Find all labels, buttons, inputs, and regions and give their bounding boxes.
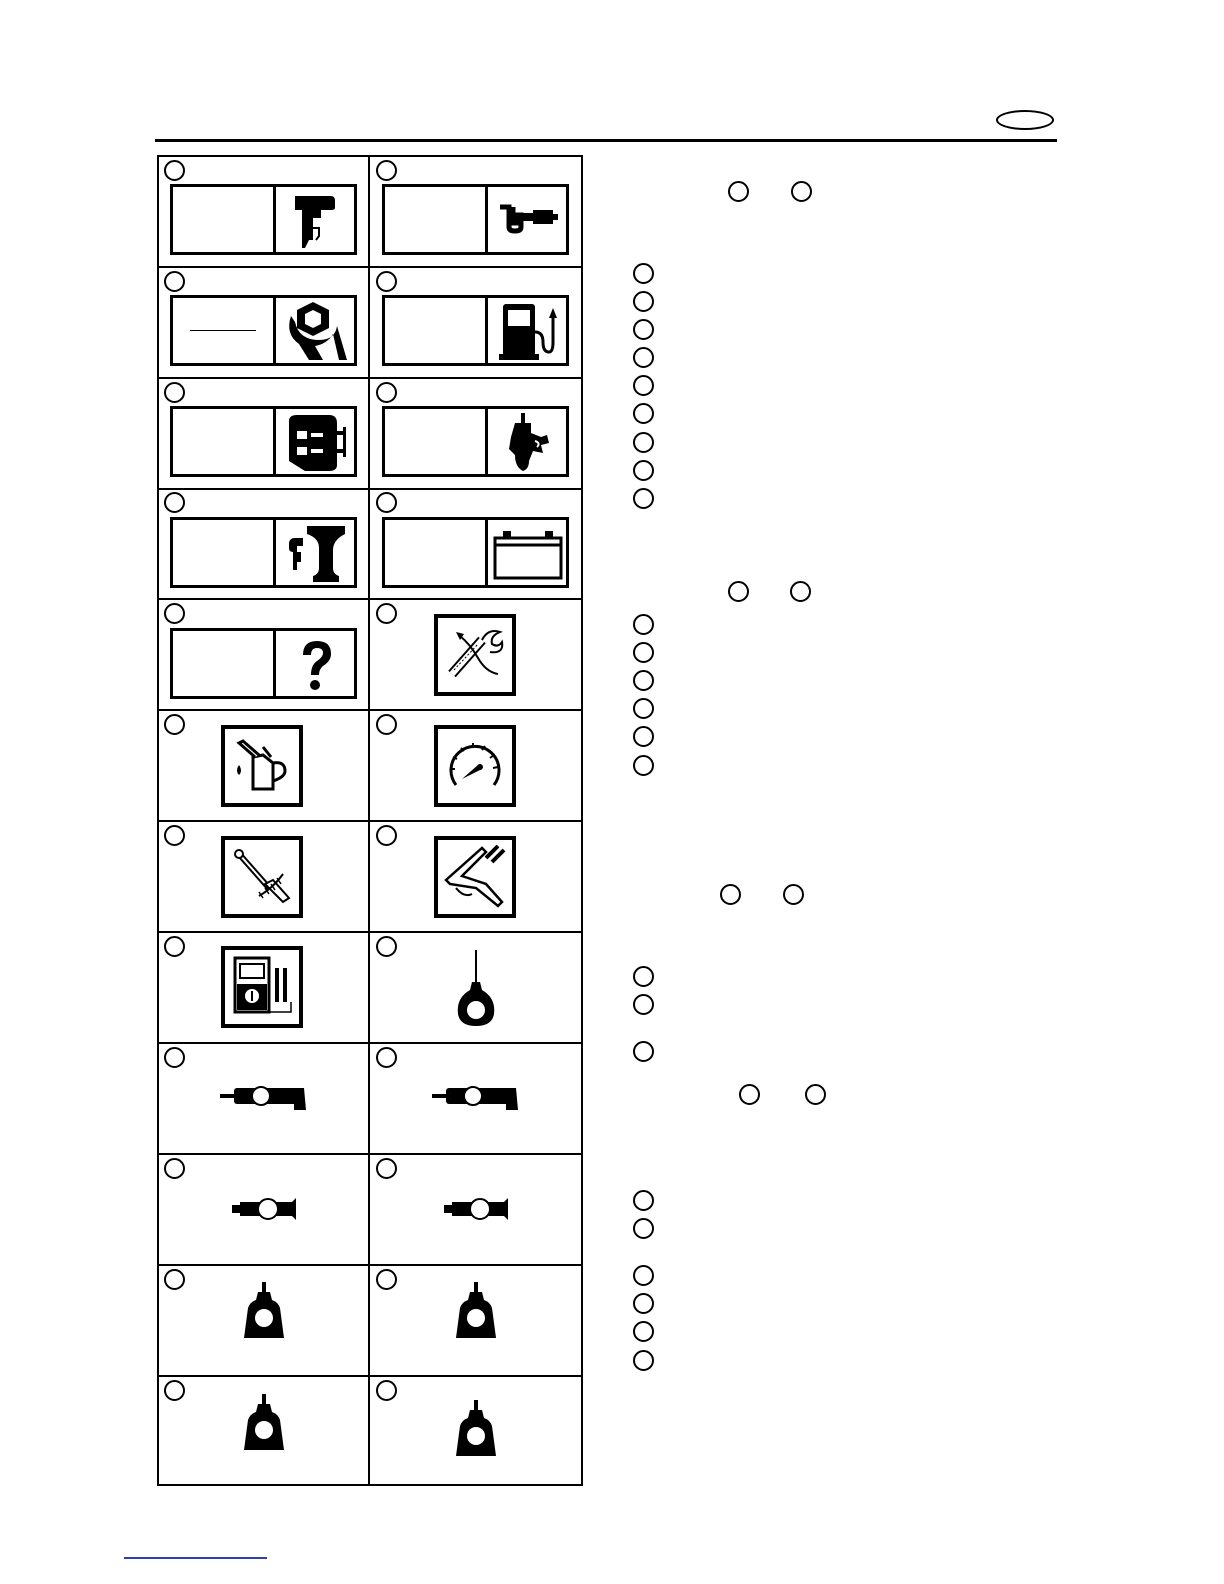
sealant-bottle-icon <box>242 1282 286 1340</box>
cell-ref-marker <box>376 492 397 513</box>
legend-item-marker <box>633 726 654 747</box>
legend-item-marker <box>633 1350 654 1371</box>
grid-row-divider <box>157 1042 583 1044</box>
cell-ref-marker <box>376 714 397 735</box>
legend-item-marker <box>633 347 654 368</box>
power-unit-icon <box>283 413 349 475</box>
battery-icon <box>493 530 563 580</box>
legend-item-marker <box>633 460 654 481</box>
cell-ref-marker <box>376 160 397 181</box>
grease-gun-icon <box>220 1082 308 1112</box>
grid-row-divider <box>157 709 583 711</box>
torque-wrench-icon <box>229 844 295 910</box>
blank-value-line <box>190 330 256 331</box>
cell-ref-marker <box>164 603 185 624</box>
cell-ref-marker <box>376 1158 397 1179</box>
cell-ref-marker <box>376 936 397 957</box>
footer-link-underline[interactable] <box>124 1557 267 1559</box>
symbol-frame <box>221 725 303 807</box>
legend-range-marker <box>728 181 749 202</box>
sealant-bottle-icon <box>242 1394 286 1452</box>
grid-row-divider <box>157 598 583 600</box>
multimeter-icon <box>229 954 295 1020</box>
wrench-nut-icon <box>283 300 349 362</box>
legend-item-marker <box>633 488 654 509</box>
grid-row-divider <box>157 1375 583 1377</box>
symbol-label-box <box>170 295 357 366</box>
legend-item-marker <box>633 966 654 987</box>
symbol-frame <box>434 836 516 918</box>
cell-ref-marker <box>376 1269 397 1290</box>
symbol-label-box <box>170 517 357 588</box>
cell-ref-marker <box>164 936 185 957</box>
legend-item-marker <box>633 403 654 424</box>
legend-item-marker <box>633 698 654 719</box>
cell-ref-marker <box>164 492 185 513</box>
legend-item-marker <box>633 291 654 312</box>
legend-item-marker <box>633 994 654 1015</box>
oil-bottle-icon <box>454 948 498 1028</box>
grid-row-divider <box>157 1264 583 1266</box>
symbol-label-box <box>170 628 357 699</box>
sealant-bottle-icon <box>454 1282 498 1340</box>
cell-ref-marker <box>164 382 185 403</box>
grid-row-divider <box>157 931 583 933</box>
cell-ref-marker <box>164 271 185 292</box>
symbol-label-box <box>170 406 357 477</box>
header-rule <box>155 139 1057 142</box>
legend-range-marker <box>739 1084 760 1105</box>
symbol-frame <box>434 614 516 696</box>
gauge-icon <box>442 733 508 799</box>
cell-ref-marker <box>164 714 185 735</box>
legend-item-marker <box>633 614 654 635</box>
legend-range-marker <box>805 1084 826 1105</box>
cell-ref-marker <box>164 160 185 181</box>
legend-range-marker <box>783 884 804 905</box>
legend-item-marker <box>633 642 654 663</box>
sealant-bottle-icon <box>454 1400 498 1458</box>
lower-unit-icon <box>501 413 555 475</box>
symbol-frame <box>221 836 303 918</box>
question-mark-icon <box>297 639 337 693</box>
cell-ref-marker <box>164 1380 185 1401</box>
cell-ref-marker <box>376 825 397 846</box>
legend-item-marker <box>633 1321 654 1342</box>
cell-ref-marker <box>376 1047 397 1068</box>
bracket-unit-icon <box>285 524 347 584</box>
symbol-frame <box>434 725 516 807</box>
cell-ref-marker <box>164 1047 185 1068</box>
symbol-frame <box>221 946 303 1028</box>
legend-item-marker <box>633 319 654 340</box>
cell-ref-marker <box>376 271 397 292</box>
symbol-label-box <box>382 406 569 477</box>
legend-item-marker <box>633 755 654 776</box>
cell-ref-marker <box>164 1158 185 1179</box>
grid-row-divider <box>157 1153 583 1155</box>
grease-tube-icon <box>232 1194 298 1224</box>
oil-can-icon <box>229 733 295 799</box>
grid-row-divider <box>157 820 583 822</box>
fuel-pump-icon <box>499 302 557 362</box>
caliper-icon <box>442 844 508 910</box>
symbol-label-box <box>170 184 357 255</box>
outboard-motor-icon <box>291 192 341 250</box>
legend-range-marker <box>728 581 749 602</box>
cell-ref-marker <box>376 603 397 624</box>
special-tool-icon <box>442 622 508 688</box>
legend-range-marker <box>791 181 812 202</box>
micrometer-icon <box>497 201 559 241</box>
cell-ref-marker <box>376 382 397 403</box>
symbol-label-box <box>382 184 569 255</box>
legend-item-marker <box>633 375 654 396</box>
grease-tube-icon <box>444 1194 510 1224</box>
cell-ref-marker <box>164 825 185 846</box>
grid-row-divider <box>157 266 583 268</box>
legend-range-marker <box>720 884 741 905</box>
symbol-label-box <box>382 517 569 588</box>
symbol-label-box <box>382 295 569 366</box>
cell-ref-marker <box>376 1380 397 1401</box>
language-badge <box>996 110 1054 130</box>
legend-range-marker <box>790 581 811 602</box>
legend-item-marker <box>633 432 654 453</box>
legend-item-marker <box>633 1190 654 1211</box>
grid-row-divider <box>157 377 583 379</box>
legend-item-marker <box>633 263 654 284</box>
legend-item-marker <box>633 1218 654 1239</box>
legend-item-marker <box>633 1041 654 1062</box>
grid-row-divider <box>157 488 583 490</box>
legend-item-marker <box>633 670 654 691</box>
legend-item-marker <box>633 1265 654 1286</box>
cell-ref-marker <box>164 1269 185 1290</box>
grease-gun-icon <box>432 1082 520 1112</box>
legend-item-marker <box>633 1293 654 1314</box>
